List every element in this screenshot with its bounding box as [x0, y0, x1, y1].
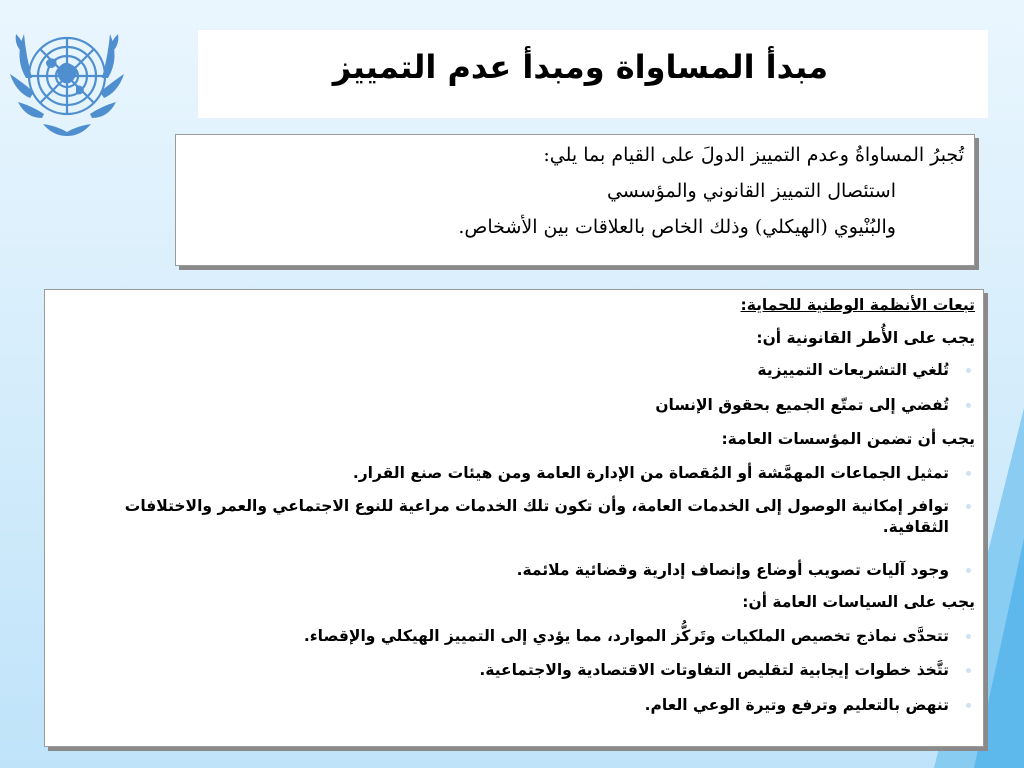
list-item: تتَّخذ خطوات إيجابية لتقليص التفاوتات الاقتصادية والاجتماعية. — [479, 660, 949, 681]
intro-panel — [175, 134, 975, 266]
title-panel — [198, 30, 988, 118]
list-item: تمثيل الجماعات المهمَّشة أو المُقصاة من الإدارة العامة ومن هيئات صنع القرار. — [353, 463, 949, 484]
bullet-icon — [966, 504, 971, 509]
intro-line-2: استئصال التمييز القانوني والمؤسسي — [606, 180, 896, 202]
bullet-icon — [966, 703, 971, 708]
main-content-panel — [44, 289, 984, 747]
intro-line-3: والبُنْيوي (الهيكلي) وذلك الخاص بالعلاقات بين الأشخاص. — [458, 216, 896, 238]
bullet-icon — [966, 471, 971, 476]
bullet-icon — [966, 403, 971, 408]
bullet-icon — [966, 668, 971, 673]
list-item: تتحدَّى نماذج تخصيص الملكيات وتَركُّز الموارد، مما يؤدي إلى التمييز الهيكلي والإقصاء. — [304, 626, 949, 647]
bullet-icon — [966, 368, 971, 373]
section-heading: تبعات الأنظمة الوطنية للحماية: — [740, 296, 975, 314]
list-item: تُلغي التشريعات التمييزية — [757, 360, 949, 381]
public-policies-label: يجب على السياسات العامة أن: — [742, 593, 975, 611]
slide-title: مبدأ المساواة ومبدأ عدم التمييز — [332, 48, 828, 86]
list-item: وجود آليات تصويب أوضاع وإنصاف إدارية وقضائية ملائمة. — [517, 560, 949, 581]
list-item: تُفضي إلى تمتّع الجميع بحقوق الإنسان — [655, 395, 949, 416]
bullet-icon — [966, 568, 971, 573]
intro-line-1: تُجبرُ المساواةُ وعدم التمييز الدولَ على القيام بما يلي: — [543, 144, 964, 166]
public-institutions-label: يجب أن تضمن المؤسسات العامة: — [721, 430, 975, 448]
list-item: تنهض بالتعليم وترفع وتيرة الوعي العام. — [645, 695, 949, 716]
bullet-icon — [966, 634, 971, 639]
legal-frameworks-label: يجب على الأُطر القانونية أن: — [756, 329, 975, 347]
list-item: توافر إمكانية الوصول إلى الخدمات العامة، وأن تكون تلك الخدمات مراعية للنوع الاجتماعي والعمر والاختلافات الثقافية. — [69, 496, 949, 538]
un-emblem-icon — [6, 14, 128, 146]
